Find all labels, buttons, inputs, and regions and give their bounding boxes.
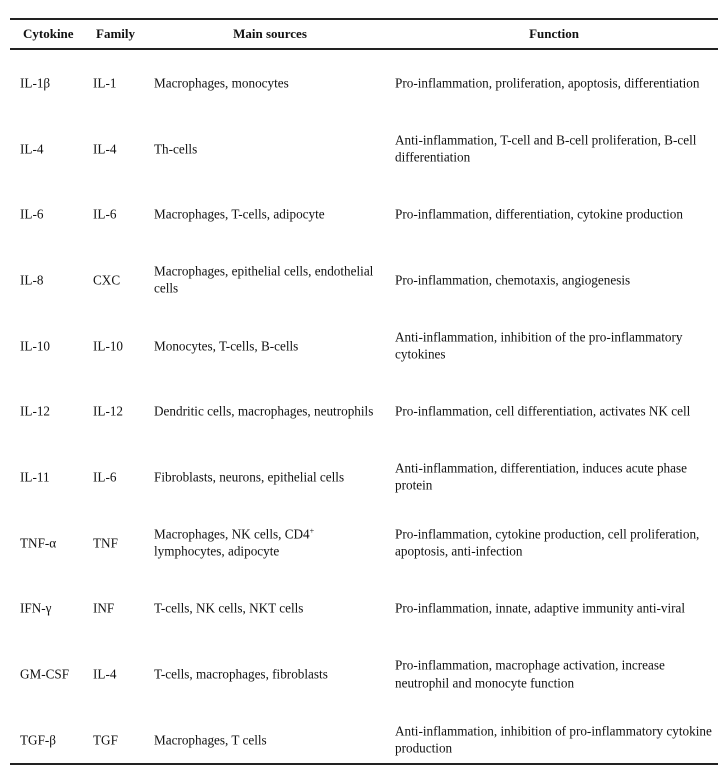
cell-cytokine: GM-CSF <box>20 666 70 682</box>
table-row <box>0 510 728 576</box>
cell-cytokine: IL-4 <box>20 140 44 156</box>
cell-main-sources: T-cells, macrophages, fibroblasts <box>154 666 328 682</box>
cell-function: Anti-inflammation, inhibition of the pro-inflammatory cytokines <box>395 329 683 362</box>
cell-cytokine: IL-10 <box>20 337 51 353</box>
header-main-sources: Main sources <box>233 26 307 41</box>
cell-main-sources <box>154 525 386 560</box>
cell-main-sources: Th-cells <box>154 140 198 156</box>
cell-main-sources-part: Macrophages, NK cells, CD4 <box>154 526 310 542</box>
table-row <box>0 444 728 510</box>
table-row <box>0 50 728 116</box>
cell-function: Pro-inflammation, macrophage activation, increase neutrophil and monocyte function <box>395 657 665 691</box>
cell-cytokine: IL-11 <box>20 469 50 485</box>
table-row <box>0 576 728 642</box>
table-row <box>0 313 728 379</box>
cell-family: IL-6 <box>93 469 117 485</box>
cell-function: Pro-inflammation, differentiation, cytokine production <box>395 206 683 222</box>
cell-main-sources: Macrophages, T-cells, adipocyte <box>154 206 325 222</box>
cell-main-sources: T-cells, NK cells, NKT cells <box>154 600 304 616</box>
table-top-rule <box>10 18 718 20</box>
table-row <box>0 181 728 247</box>
table-row <box>0 116 728 182</box>
cell-main-sources-part: lymphocytes, adipocyte <box>154 543 280 559</box>
cell-main-sources: Macrophages, epithelial cells, endothelial cells <box>154 263 374 296</box>
cell-function: Pro-inflammation, proliferation, apoptosis, differentiation <box>395 75 700 91</box>
cell-cytokine: IFN-γ <box>20 600 52 616</box>
cell-main-sources: Fibroblasts, neurons, epithelial cells <box>154 469 345 485</box>
cell-family: IL-12 <box>93 403 124 419</box>
cell-family: CXC <box>93 272 121 288</box>
cell-family: TGF <box>93 731 118 747</box>
cell-cytokine: TGF-β <box>20 731 57 747</box>
cell-family: INF <box>93 600 115 616</box>
cell-main-sources: Dendritic cells, macrophages, neutrophils <box>154 403 374 419</box>
cell-function: Anti-inflammation, differentiation, induces acute phase protein <box>395 460 687 493</box>
cell-cytokine: IL-8 <box>20 272 44 288</box>
table-row <box>0 247 728 313</box>
table-bottom-rule <box>10 763 718 765</box>
cell-main-sources: Macrophages, monocytes <box>154 75 289 91</box>
cell-cytokine: TNF-α <box>20 534 57 550</box>
table-row <box>0 378 728 444</box>
cell-cytokine: IL-1β <box>20 75 51 91</box>
cell-family: IL-4 <box>93 140 117 156</box>
cell-family: IL-4 <box>93 666 117 682</box>
cell-function: Pro-inflammation, cytokine production, cell proliferation, apoptosis, anti-infection <box>395 526 700 559</box>
cell-family: IL-6 <box>93 206 117 222</box>
cell-cytokine: IL-6 <box>20 206 44 222</box>
header-family: Family <box>96 26 135 41</box>
cell-function: Pro-inflammation, cell differentiation, activates NK cell <box>395 403 691 419</box>
cell-function: Anti-inflammation, inhibition of pro-inflammatory cytokine production <box>395 723 712 756</box>
cell-family: TNF <box>93 534 118 550</box>
cell-main-sources: Monocytes, T-cells, B-cells <box>154 337 299 353</box>
cell-function: Pro-inflammation, innate, adaptive immunity anti-viral <box>395 600 686 616</box>
cell-family: IL-1 <box>93 75 117 91</box>
table-body <box>0 50 728 773</box>
header-function: Function <box>529 26 579 41</box>
table-row <box>0 641 728 707</box>
cell-family: IL-10 <box>93 337 124 353</box>
cell-function: Anti-inflammation, T-cell and B-cell proliferation, B-cell differentiation <box>395 132 697 165</box>
superscript-plus: + <box>309 526 315 536</box>
header-cytokine: Cytokine <box>23 26 74 41</box>
cell-function: Pro-inflammation, chemotaxis, angiogenesis <box>395 272 631 288</box>
cell-main-sources: Macrophages, T cells <box>154 731 267 747</box>
cell-cytokine: IL-12 <box>20 403 51 419</box>
